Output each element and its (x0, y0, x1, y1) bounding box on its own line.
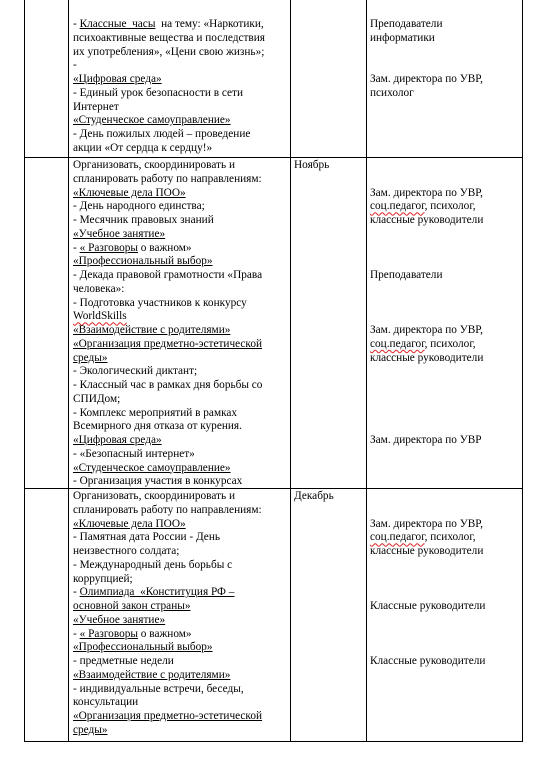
text-line: консультации (73, 696, 139, 709)
text-line: Зам. директора по УВР, (370, 186, 483, 199)
text-line: «Цифровая среда» (73, 434, 162, 446)
measures-cell (73, 159, 262, 489)
text-line: - Месячник правовых знаний (73, 214, 214, 226)
text-line: соц.педагог, психолог, (370, 337, 476, 350)
text-line: - Единый урок безопасности в сети (73, 86, 244, 99)
text-line: - предметные недели (73, 655, 174, 667)
text-line: - Классный час в рамках дня борьбы со (73, 379, 263, 391)
column-divider (290, 0, 291, 742)
text-line: - Олимпиада «Конституция РФ – (73, 586, 235, 599)
text-line: спланировать работу по направлениям: (73, 503, 262, 516)
table-border-right (522, 0, 523, 742)
text-line: СПИДом; (73, 392, 121, 405)
text-line: человека»: (73, 282, 125, 295)
text-line: соц.педагог, психолог, (370, 200, 476, 213)
text-line (370, 490, 485, 504)
text-line: «Организация предметно-эстетической (73, 337, 263, 350)
row-divider (24, 157, 523, 158)
text-line: Классные руководители (370, 655, 486, 667)
text-line: - «Безопасный интернет» (73, 447, 195, 460)
text-line: «Профессиональный выбор» (73, 641, 213, 654)
text-line (370, 641, 485, 655)
text-line (370, 365, 483, 379)
text-line (370, 46, 483, 60)
text-line (370, 559, 485, 573)
text-line: - Экологический диктант; (73, 365, 198, 378)
text-line (370, 379, 483, 393)
text-line (370, 297, 483, 311)
text-line (370, 242, 483, 256)
text-line: основной закон страны» (73, 600, 191, 612)
text-line: Преподаватели (370, 269, 443, 281)
text-line: - « Разговоры о важном» (73, 241, 192, 254)
text-line: соц.педагог, психолог, (370, 531, 476, 544)
column-divider (68, 0, 69, 742)
text-line: Зам. директора по УВР (370, 434, 482, 446)
text-line: среды» (73, 351, 108, 364)
text-line: классные руководители (370, 545, 484, 557)
text-line: акции «От сердца к сердцу!» (73, 141, 213, 154)
text-line: «Учебное занятие» (73, 613, 166, 626)
text-line: Организовать, скоординировать и (73, 159, 236, 171)
text-line: «Профессиональный выбор» (73, 255, 213, 268)
measures-cell (73, 18, 265, 156)
text-line: - « Разговоры о важном» (73, 627, 192, 640)
text-line: «Ключевые дела ПОО» (73, 186, 186, 199)
text-line: спланировать работу по направлениям: (73, 172, 262, 185)
text-line: Классные руководители (370, 600, 486, 612)
text-line: Преподаватели (370, 18, 443, 30)
text-line: «Ключевые дела ПОО» (73, 517, 186, 530)
text-line: Всемирного дня отказа от курения. (73, 420, 242, 433)
column-divider (366, 0, 367, 742)
text-line: Интернет (73, 100, 119, 113)
month-cell: Декабрь (294, 490, 334, 502)
text-line (370, 173, 483, 187)
text-line (370, 586, 485, 600)
text-line: их употребления», «Цени свою жизнь»; (73, 45, 265, 58)
plan-table (24, 0, 523, 742)
text-line: «Организация предметно-эстетической (73, 710, 263, 722)
text-line: классные руководители (370, 214, 484, 226)
text-line: коррупцией; (73, 572, 133, 585)
responsible-cell (370, 18, 483, 101)
text-line: WorldSkills (73, 310, 127, 323)
responsible-cell (370, 159, 483, 448)
text-line (370, 504, 485, 518)
text-line: психолог (370, 86, 414, 99)
text-line (370, 573, 485, 587)
text-line: - День народного единства; (73, 200, 205, 213)
text-line: - (73, 59, 77, 72)
text-line: - День пожилых людей – проведение (73, 128, 251, 140)
text-line (370, 614, 485, 628)
text-line: - Подготовка участников к конкурсу (73, 296, 247, 309)
table-border-left (24, 0, 25, 742)
text-line (370, 59, 483, 73)
text-line: Организовать, скоординировать и (73, 490, 236, 502)
text-line (370, 283, 483, 297)
text-line: «Студенческое самоуправление» (73, 461, 231, 474)
text-line: «Взаимодействие с родителями» (73, 324, 231, 336)
text-line: - Памятная дата России - День (73, 531, 221, 544)
text-line: информатики (370, 31, 435, 44)
text-line: - Организация участия в конкурсах (73, 475, 243, 488)
text-line: - индивидуальные встречи, беседы, (73, 682, 244, 695)
text-line: - Международный день борьбы с (73, 558, 233, 571)
text-line (370, 407, 483, 421)
text-line: неизвестного солдата; (73, 545, 180, 557)
text-line: «Цифровая среда» (73, 73, 162, 85)
text-line: Зам. директора по УВР, (370, 517, 483, 530)
text-line (370, 420, 483, 434)
responsible-cell (370, 490, 485, 669)
month-cell: Ноябрь (294, 159, 330, 171)
measures-cell (73, 490, 262, 738)
text-line: - Комплекс мероприятий в рамках (73, 406, 238, 419)
text-line: - Декада правовой грамотности «Права (73, 269, 263, 281)
text-line: «Учебное занятие» (73, 227, 166, 240)
text-line (370, 228, 483, 242)
text-line: Зам. директора по УВР, (370, 324, 483, 336)
text-line (370, 255, 483, 269)
text-line: «Студенческое самоуправление» (73, 114, 231, 127)
text-line: - Классные часы на тему: «Наркотики, (73, 18, 264, 30)
text-line: психоактивные вещества и последствия (73, 31, 266, 44)
table-border-bottom (24, 741, 523, 742)
text-line (370, 310, 483, 324)
text-line: классные руководители (370, 351, 484, 364)
text-line: «Взаимодействие с родителями» (73, 668, 231, 681)
text-line (370, 393, 483, 407)
text-line (370, 628, 485, 642)
text-line: среды» (73, 723, 108, 736)
text-line (370, 159, 483, 173)
text-line: Зам. директора по УВР, (370, 73, 483, 85)
